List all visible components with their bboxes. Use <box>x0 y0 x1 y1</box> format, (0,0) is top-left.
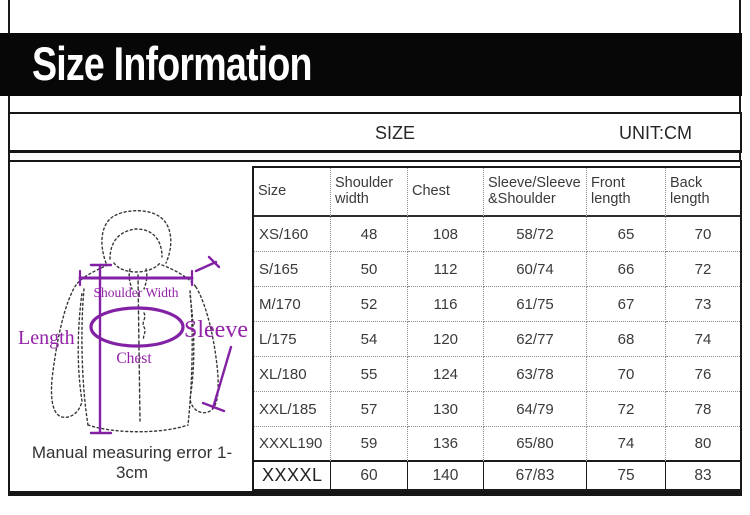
value-cell: 58/72 <box>484 217 587 252</box>
title-banner <box>0 33 742 96</box>
size-cell: XXL/185 <box>254 392 331 427</box>
value-cell: 108 <box>408 217 484 252</box>
measure-shoulder-label: Shoulder Width <box>93 285 179 300</box>
size-cell: XXXXL <box>254 462 331 489</box>
value-cell: 70 <box>587 357 666 392</box>
value-cell: 72 <box>587 392 666 427</box>
measure-sleeve-label: Sleeve <box>184 317 248 343</box>
size-cell: XXXL190 <box>254 427 331 462</box>
value-cell: 57 <box>331 392 408 427</box>
value-cell: 140 <box>408 462 484 489</box>
jacket-diagram <box>10 163 250 446</box>
value-cell: 65/80 <box>484 427 587 462</box>
unit-label: UNIT:CM <box>619 123 692 143</box>
value-cell: 66 <box>587 252 666 287</box>
page-title: Size Information <box>32 37 312 90</box>
value-cell: 74 <box>666 322 740 357</box>
measure-length-label: Length <box>18 327 75 349</box>
value-cell: 130 <box>408 392 484 427</box>
col-header-back-length: Back length <box>666 168 740 217</box>
measuring-error-note: Manual measuring error 1-3cm <box>31 443 233 482</box>
value-cell: 50 <box>331 252 408 287</box>
col-header-chest: Chest <box>408 168 484 217</box>
size-cell: XL/180 <box>254 357 331 392</box>
col-header-front-length: Front length <box>587 168 666 217</box>
value-cell: 83 <box>694 466 712 484</box>
value-cell: 48 <box>331 217 408 252</box>
value-cell: 76 <box>666 357 740 392</box>
col-header-sleeve: Sleeve/Sleeve &Shoulder <box>484 168 587 217</box>
value-cell: 67/83 <box>484 462 587 489</box>
value-cell: 80 <box>666 427 740 462</box>
chest-ellipse <box>91 308 183 346</box>
value-cell: 54 <box>331 322 408 357</box>
value-cell: 75 <box>587 462 666 489</box>
value-cell: 60/74 <box>484 252 587 287</box>
size-cell: S/165 <box>254 252 331 287</box>
value-cell: 136 <box>408 427 484 462</box>
value-cell: 63/78 <box>484 357 587 392</box>
col-header-size: Size <box>254 168 331 217</box>
value-cell: 74 <box>587 427 666 462</box>
value-cell: 55 <box>331 357 408 392</box>
size-unit-band <box>8 112 742 153</box>
value-cell: 65 <box>587 217 666 252</box>
value-cell: 62/77 <box>484 322 587 357</box>
value-cell: 112 <box>408 252 484 287</box>
value-cell: 64/79 <box>484 392 587 427</box>
size-cell: M/170 <box>254 287 331 322</box>
size-cell: L/175 <box>254 322 331 357</box>
value-cell: 116 <box>408 287 484 322</box>
value-cell: 78 <box>666 392 740 427</box>
size-cell: XS/160 <box>254 217 331 252</box>
size-table <box>252 166 742 491</box>
shoulder-width-line <box>80 271 192 285</box>
value-cell: 68 <box>587 322 666 357</box>
value-cell: 61/75 <box>484 287 587 322</box>
value-cell: 73 <box>666 287 740 322</box>
value-cell: 59 <box>331 427 408 462</box>
measure-chest-label: Chest <box>116 350 152 367</box>
value-cell: 67 <box>587 287 666 322</box>
value-cell: 120 <box>408 322 484 357</box>
value-cell: 72 <box>666 252 740 287</box>
value-cell: 124 <box>408 357 484 392</box>
value-cell: 60 <box>331 462 408 489</box>
col-header-shoulder-width: Shoulder width <box>331 168 408 217</box>
value-cell: 52 <box>331 287 408 322</box>
value-cell: 70 <box>666 217 740 252</box>
size-section-label: SIZE <box>375 123 416 143</box>
